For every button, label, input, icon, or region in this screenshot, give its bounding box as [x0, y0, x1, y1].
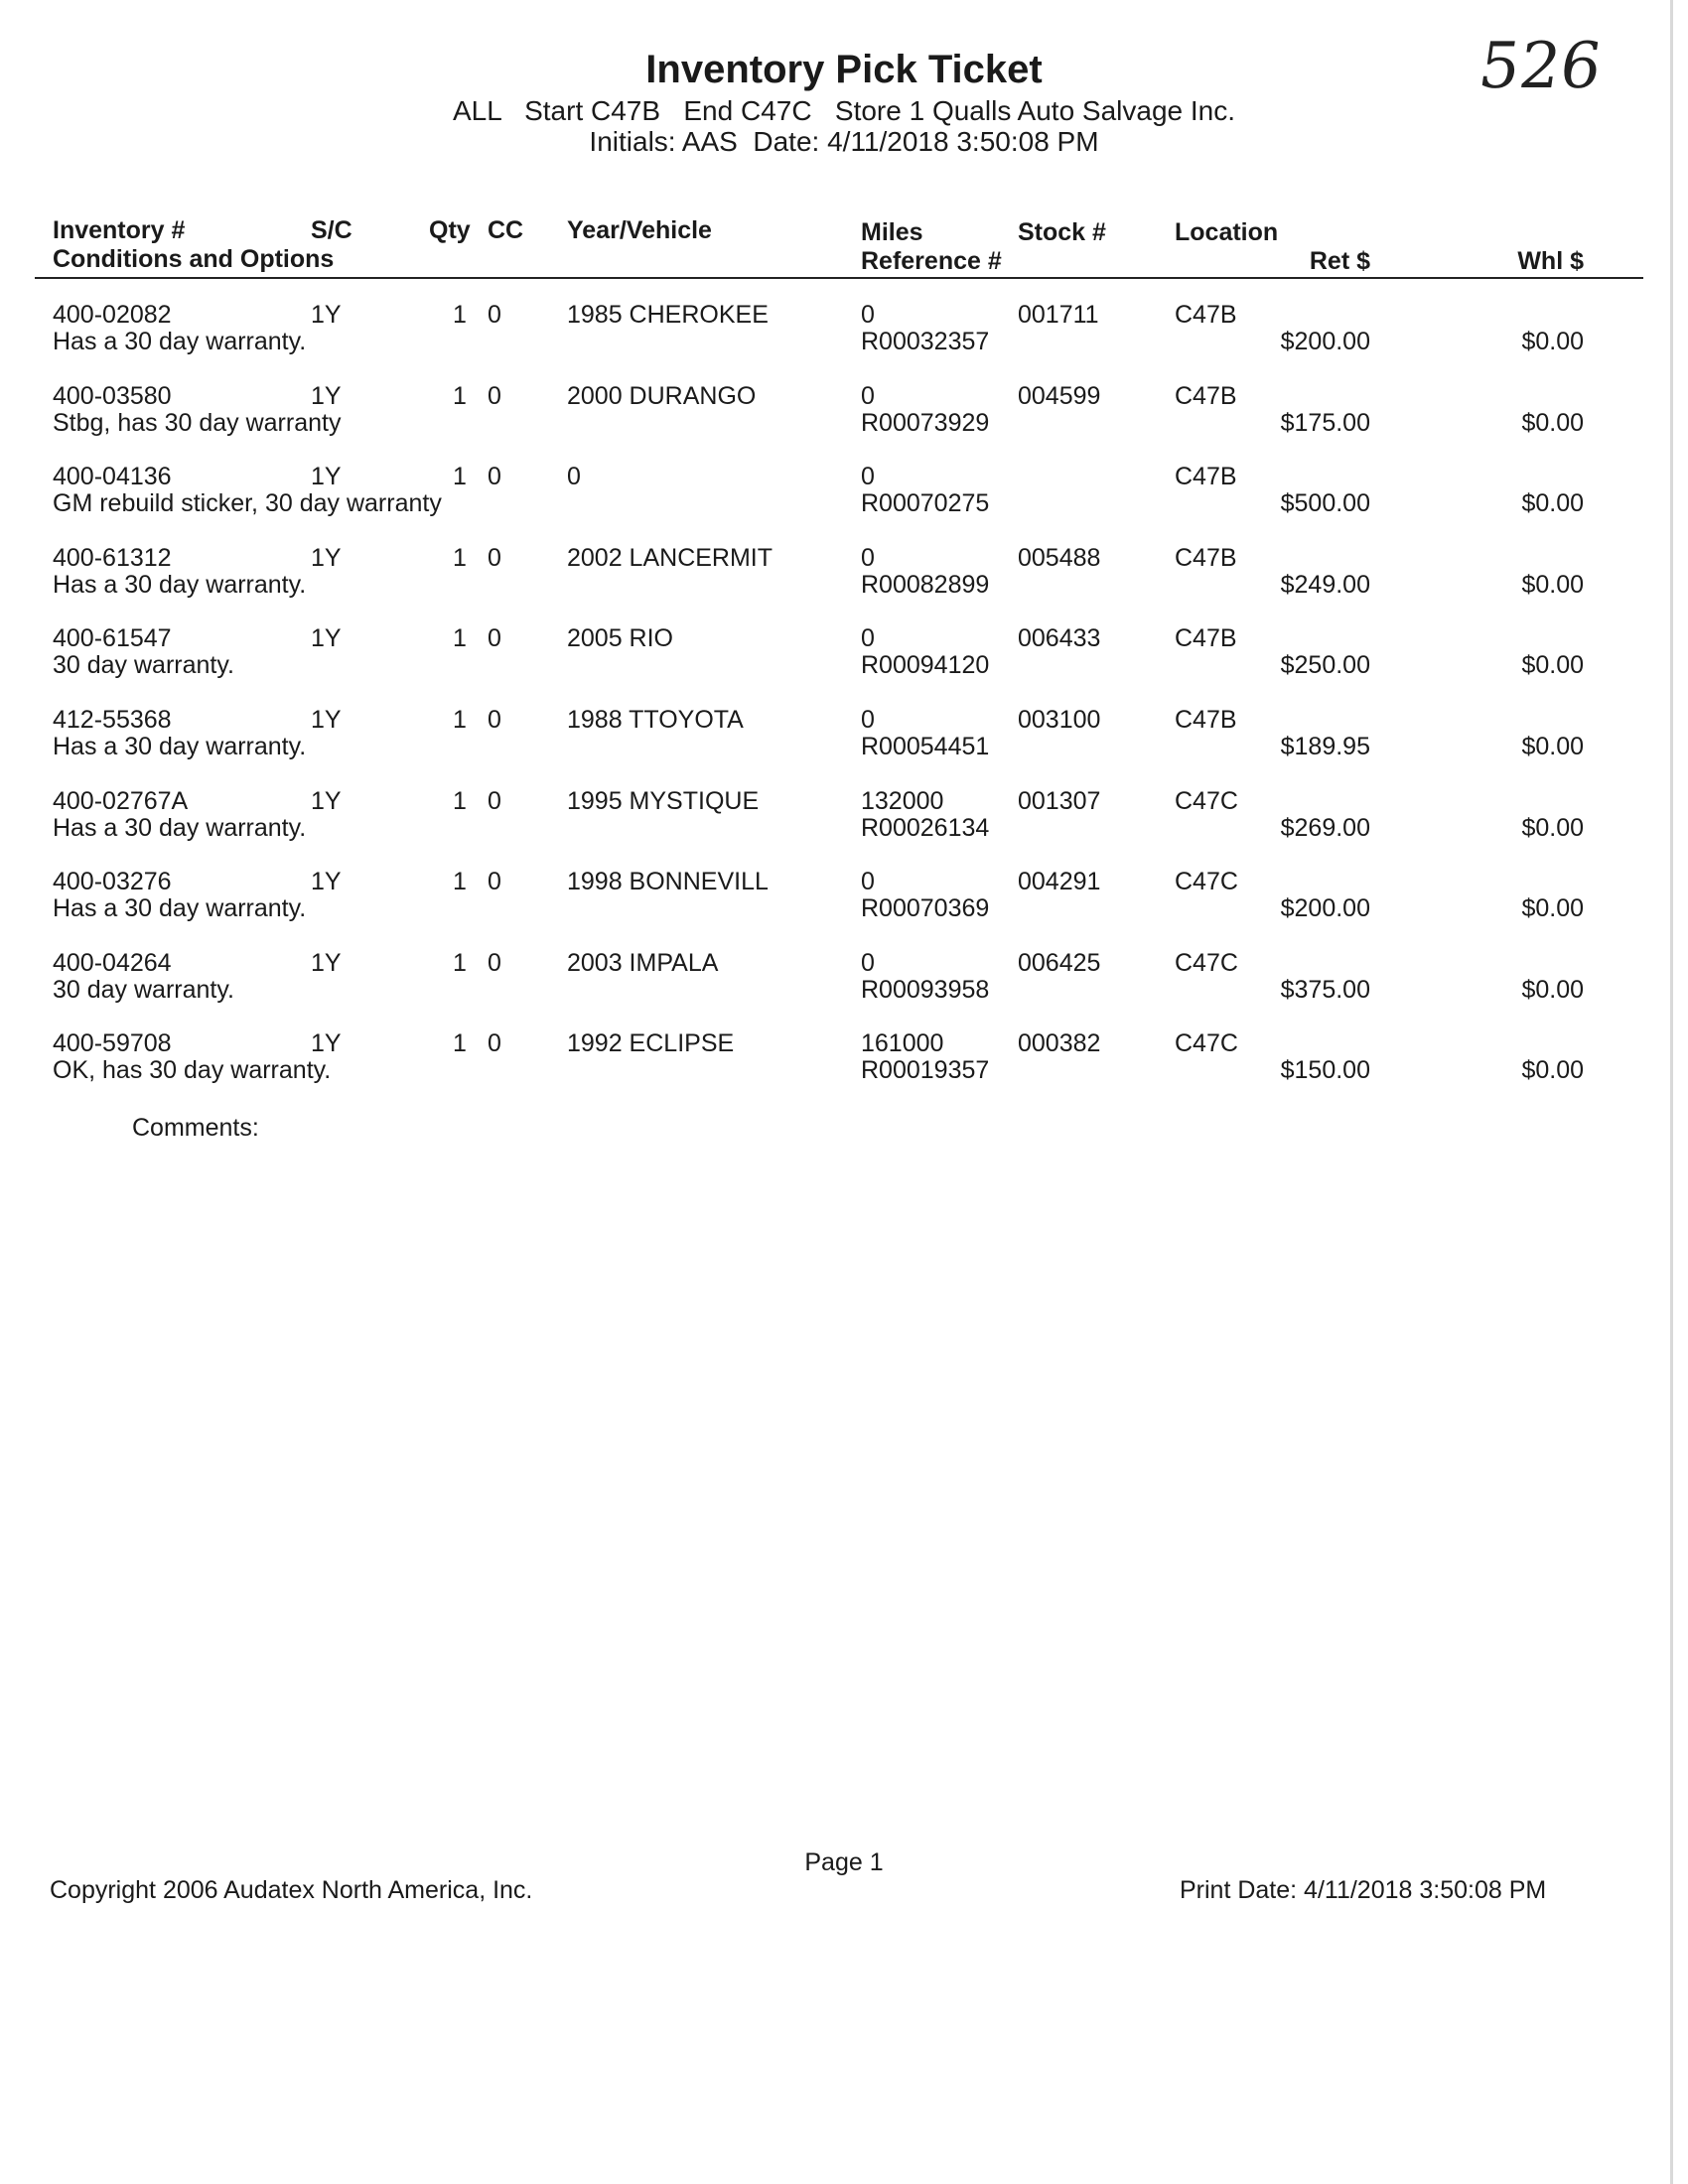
inventory-number: 400-03276: [53, 868, 172, 896]
miles: 0: [861, 381, 875, 410]
year-vehicle: 1985 CHEROKEE: [567, 301, 769, 329]
ret-price: $375.00: [1280, 975, 1370, 1004]
sc-code: 1Y: [311, 543, 342, 572]
cc: 0: [488, 301, 501, 329]
ret-price: $250.00: [1280, 651, 1370, 680]
conditions: Has a 30 day warranty.: [53, 570, 307, 599]
whl-price: $0.00: [1521, 975, 1584, 1004]
header-rule: [35, 277, 1643, 279]
inventory-number: 412-55368: [53, 706, 172, 734]
page-number: Page 1: [804, 1848, 884, 1876]
reference-number: R00073929: [861, 408, 990, 437]
stock-number: 004291: [1018, 868, 1101, 896]
whl-price: $0.00: [1521, 894, 1584, 923]
stock-number: 006425: [1018, 948, 1101, 977]
col-stock: Stock #: [1018, 218, 1106, 246]
ret-price: $269.00: [1280, 813, 1370, 842]
qty: 1: [453, 543, 467, 572]
table-row: [0, 463, 1688, 544]
location: C47B: [1175, 463, 1237, 491]
sc-code: 1Y: [311, 948, 342, 977]
table-row: [0, 382, 1688, 464]
cc: 0: [488, 381, 501, 410]
sc-code: 1Y: [311, 786, 342, 815]
sc-code: 1Y: [311, 706, 342, 734]
stock-number: 000382: [1018, 1029, 1101, 1058]
col-sc: S/C: [311, 216, 352, 244]
location: C47B: [1175, 301, 1237, 329]
conditions: Has a 30 day warranty.: [53, 733, 307, 760]
cc: 0: [488, 948, 501, 977]
whl-price: $0.00: [1521, 570, 1584, 599]
location: C47C: [1175, 1029, 1238, 1058]
cc: 0: [488, 786, 501, 815]
cc: 0: [488, 543, 501, 572]
inventory-number: 400-02767A: [53, 786, 189, 815]
col-cc: CC: [488, 216, 524, 244]
qty: 1: [453, 706, 467, 734]
whl-price: $0.00: [1521, 651, 1584, 680]
report-title: Inventory Pick Ticket: [645, 48, 1043, 91]
reference-number: R00032357: [861, 328, 990, 355]
reference-number: R00019357: [861, 1056, 990, 1085]
year-vehicle: 2005 RIO: [567, 624, 674, 653]
inventory-number: 400-04136: [53, 463, 172, 491]
inventory-number: 400-02082: [53, 301, 172, 329]
col-reference: Reference #: [861, 247, 1002, 275]
handwritten-page-number: 526: [1474, 30, 1607, 103]
print-date: Print Date: 4/11/2018 3:50:08 PM: [1180, 1876, 1547, 1904]
qty: 1: [453, 948, 467, 977]
inventory-number: 400-03580: [53, 381, 172, 410]
table-row: [0, 787, 1688, 869]
ret-price: $175.00: [1280, 408, 1370, 437]
col-miles: Miles: [861, 218, 923, 246]
col-location: Location: [1175, 218, 1279, 246]
col-year-vehicle: Year/Vehicle: [567, 216, 712, 244]
miles: 0: [861, 301, 875, 329]
whl-price: $0.00: [1521, 733, 1584, 760]
qty: 1: [453, 786, 467, 815]
year-vehicle: 1988 TTOYOTA: [567, 706, 744, 734]
table-row: [0, 301, 1688, 382]
year-vehicle: 1992 ECLIPSE: [567, 1029, 735, 1058]
qty: 1: [453, 624, 467, 653]
table-row: [0, 1029, 1688, 1111]
miles: 0: [861, 463, 875, 491]
stock-number: 001711: [1018, 301, 1099, 329]
cc: 0: [488, 624, 501, 653]
conditions: 30 day warranty.: [53, 651, 234, 680]
col-qty: Qty: [429, 216, 471, 244]
reference-number: R00094120: [861, 651, 990, 680]
col-whl: Whl $: [1517, 247, 1584, 275]
reference-number: R00054451: [861, 733, 990, 760]
report-subtitle-range: ALL Start C47B End C47C Store 1 Qualls Auto Salvage Inc.: [452, 95, 1236, 126]
table-row: [0, 706, 1688, 787]
whl-price: $0.00: [1521, 408, 1584, 437]
table-row: [0, 868, 1688, 949]
whl-price: $0.00: [1521, 1056, 1584, 1085]
qty: 1: [453, 301, 467, 329]
inventory-number: 400-61312: [53, 543, 172, 572]
conditions: OK, has 30 day warranty.: [53, 1056, 332, 1085]
miles: 0: [861, 948, 875, 977]
miles: 0: [861, 868, 875, 896]
location: C47C: [1175, 948, 1238, 977]
qty: 1: [453, 868, 467, 896]
stock-number: 005488: [1018, 543, 1101, 572]
reference-number: R00082899: [861, 570, 990, 599]
cc: 0: [488, 868, 501, 896]
location: C47B: [1175, 543, 1237, 572]
cc: 0: [488, 1029, 501, 1058]
comments-label: Comments:: [132, 1114, 259, 1142]
conditions: Has a 30 day warranty.: [53, 894, 307, 923]
stock-number: 004599: [1018, 381, 1101, 410]
miles: 0: [861, 706, 875, 734]
miles: 132000: [861, 786, 944, 815]
qty: 1: [453, 1029, 467, 1058]
conditions: Has a 30 day warranty.: [53, 813, 307, 842]
cc: 0: [488, 706, 501, 734]
ret-price: $150.00: [1280, 1056, 1370, 1085]
qty: 1: [453, 463, 467, 491]
year-vehicle: 2002 LANCERMIT: [567, 543, 774, 572]
location: C47B: [1175, 381, 1237, 410]
inventory-number: 400-04264: [53, 948, 172, 977]
location: C47B: [1175, 624, 1237, 653]
sc-code: 1Y: [311, 463, 342, 491]
sc-code: 1Y: [311, 381, 342, 410]
inventory-number: 400-59708: [53, 1029, 172, 1058]
table-row: [0, 544, 1688, 625]
sc-code: 1Y: [311, 624, 342, 653]
year-vehicle: 1998 BONNEVILL: [567, 868, 769, 896]
sc-code: 1Y: [311, 1029, 342, 1058]
table-row: [0, 949, 1688, 1030]
inventory-number: 400-61547: [53, 624, 172, 653]
whl-price: $0.00: [1521, 813, 1584, 842]
reference-number: R00070369: [861, 894, 990, 923]
reference-number: R00026134: [861, 813, 990, 842]
col-inventory: Inventory #: [53, 216, 186, 244]
conditions: 30 day warranty.: [53, 975, 234, 1004]
qty: 1: [453, 381, 467, 410]
sc-code: 1Y: [311, 301, 342, 329]
reference-number: R00093958: [861, 975, 990, 1004]
table-row: [0, 624, 1688, 706]
stock-number: 003100: [1018, 706, 1101, 734]
location: C47B: [1175, 706, 1237, 734]
cc: 0: [488, 463, 501, 491]
location: C47C: [1175, 786, 1238, 815]
ret-price: $249.00: [1280, 570, 1370, 599]
whl-price: $0.00: [1521, 489, 1584, 518]
year-vehicle: 2003 IMPALA: [567, 948, 719, 977]
ret-price: $200.00: [1280, 894, 1370, 923]
ret-price: $200.00: [1280, 328, 1370, 355]
stock-number: 006433: [1018, 624, 1101, 653]
location: C47C: [1175, 868, 1238, 896]
conditions: Stbg, has 30 day warranty: [53, 408, 342, 437]
miles: 0: [861, 624, 875, 653]
ret-price: $189.95: [1280, 733, 1370, 760]
conditions: GM rebuild sticker, 30 day warranty: [53, 489, 442, 518]
conditions: Has a 30 day warranty.: [53, 328, 307, 355]
whl-price: $0.00: [1521, 328, 1584, 355]
miles: 0: [861, 543, 875, 572]
report-subtitle-initials: Initials: AAS Date: 4/11/2018 3:50:08 PM: [589, 126, 1099, 157]
year-vehicle: 1995 MYSTIQUE: [567, 786, 760, 815]
miles: 161000: [861, 1029, 944, 1058]
col-ret: Ret $: [1309, 247, 1370, 275]
year-vehicle: 2000 DURANGO: [567, 381, 757, 410]
stock-number: 001307: [1018, 786, 1101, 815]
reference-number: R00070275: [861, 489, 990, 518]
col-conditions: Conditions and Options: [53, 245, 335, 273]
copyright: Copyright 2006 Audatex North America, Inc.: [50, 1876, 533, 1904]
ret-price: $500.00: [1280, 489, 1370, 518]
year-vehicle: 0: [567, 463, 581, 491]
sc-code: 1Y: [311, 868, 342, 896]
